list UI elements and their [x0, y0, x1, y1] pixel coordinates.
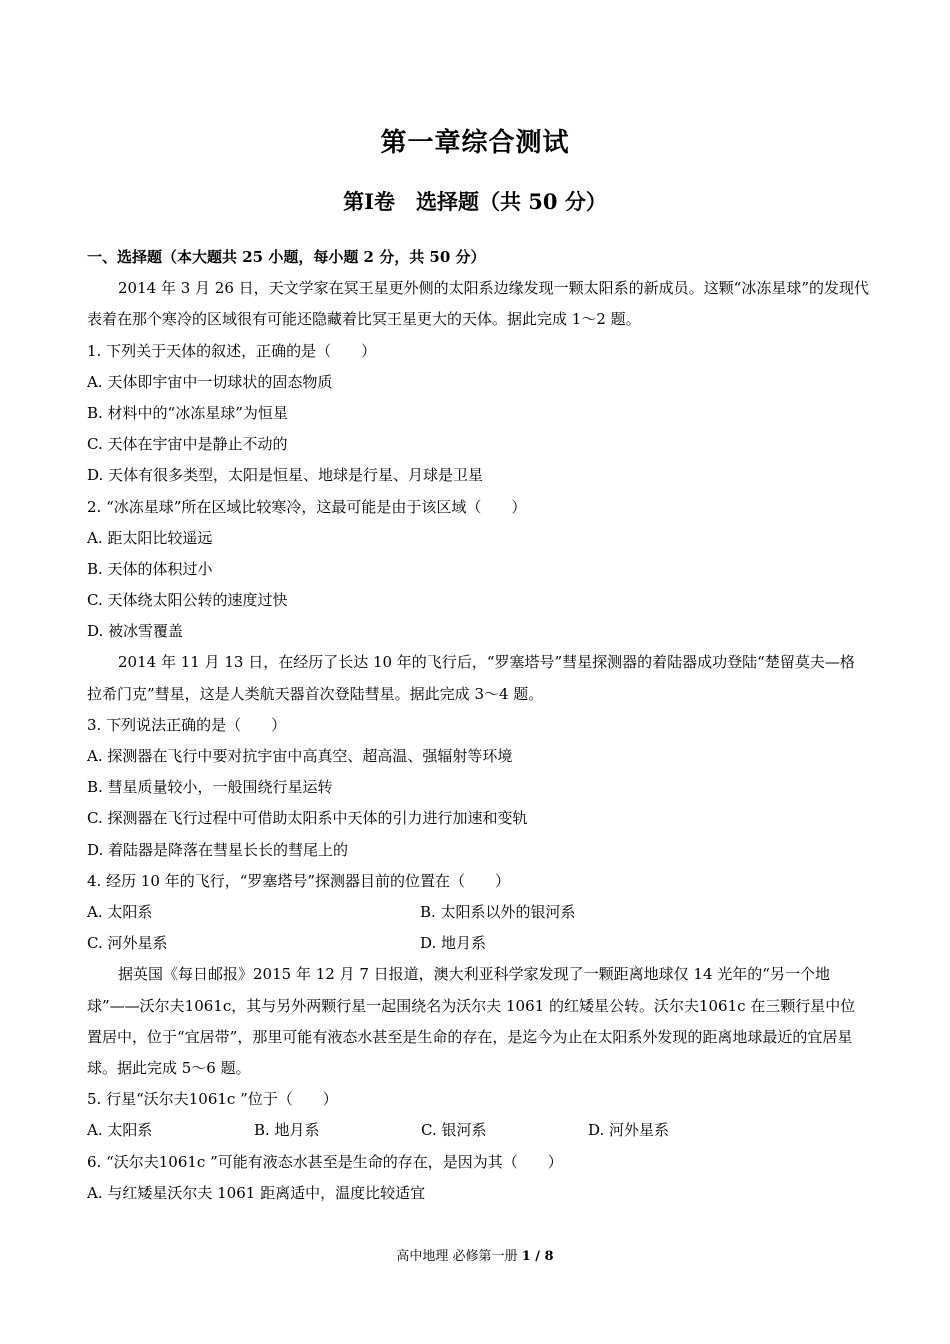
footer-text: 高中地理 必修第一册 — [396, 1249, 522, 1264]
question-5-options-row — [87, 1115, 869, 1146]
passage-2: 2014 年 11 月 13 日，在经历了长达 10 年的飞行后，“罗塞塔号”彗星探测器的着陆器成功登陆“楚留莫夫—格拉希门克”彗星，这是人类航天器首次登陆彗星。据此完成 3～4 题。 — [87, 653, 855, 703]
question-6-stem: 6. “沃尔夫1061c ”可能有液态水甚至是生命的存在，是因为其（ ） — [87, 1152, 563, 1171]
question-1-option-b: B. 材料中的“冰冻星球”为恒星 — [87, 403, 288, 422]
question-5-stem: 5. 行星“沃尔夫1061c ”位于（ ） — [87, 1090, 338, 1109]
question-3-option-d: D. 着陆器是降落在彗星长长的彗尾上的 — [87, 840, 349, 859]
question-1-option-a: A. 天体即宇宙中一切球状的固态物质 — [87, 372, 333, 391]
question-2-option-a: A. 距太阳比较遥远 — [87, 528, 213, 547]
question-1-option-c: C. 天体在宇宙中是静止不动的 — [87, 435, 288, 454]
question-4-option-a: A. 太阳系 — [87, 903, 153, 921]
passage-1: 2014 年 3 月 26 日，天文学家在冥王星更外侧的太阳系边缘发现一颗太阳系的新成员。这颗“冰冻星球”的发现代表着在那个寒冷的区域很有可能还隐藏着比冥王星更大的天体。据此完成 1～2 题。 — [87, 279, 869, 329]
page-title: 第一章综合测试 — [380, 128, 570, 158]
question-4-option-d: D. 地月系 — [420, 934, 487, 953]
question-5-option-d: D. 河外星系 — [588, 1121, 670, 1140]
question-2-option-b: B. 天体的体积过小 — [87, 559, 213, 578]
section-heading: 一、选择题（本大题共 25 小题，每小题 2 分，共 50 分） — [87, 248, 486, 266]
page-number: 1 / 8 — [521, 1249, 554, 1264]
question-2-option-d: D. 被冰雪覆盖 — [87, 622, 184, 641]
question-5-option-c: C. 银河系 — [421, 1121, 487, 1140]
question-content — [87, 242, 869, 1209]
question-5-option-a: A. 太阳系 — [87, 1121, 153, 1140]
passage-3: 据英国《每日邮报》2015 年 12 月 7 日报道，澳大利亚科学家发现了一颗距离地球仅 14 光年的“另一个地球”——沃尔夫1061c，其与另外两颗行星一起围绕名为沃尔夫 1061 的红矮星公转。沃尔夫1061c 在三颗行星中位置居中，位于“宜居带”，那里可能有液态水甚至是生命的存在，是迄今为止在太阳系外发现的距离地球最近的宜居星球。据此完成 5～6 题。 — [87, 965, 856, 1077]
question-3-stem: 3. 下列说法正确的是（ ） — [87, 715, 287, 734]
question-4-option-c: C. 河外星系 — [87, 934, 168, 953]
question-3-option-a: A. 探测器在飞行中要对抗宇宙中高真空、超高温、强辐射等环境 — [87, 747, 513, 766]
question-4-options-row-2 — [87, 928, 869, 959]
question-1-stem: 1. 下列关于天体的叙述，正确的是（ ） — [87, 341, 377, 360]
page-footer — [0, 1245, 950, 1264]
question-4-options-row-1 — [87, 897, 869, 928]
question-2-option-c: C. 天体绕太阳公转的速度过快 — [87, 591, 288, 610]
question-2-stem: 2. “冰冻星球”所在区域比较寒冷，这最可能是由于该区域（ ） — [87, 497, 527, 516]
question-4-option-b: B. 太阳系以外的银河系 — [420, 903, 576, 921]
part-title: 第Ⅰ卷 选择题（共 50 分） — [343, 189, 607, 214]
question-3-option-b: B. 彗星质量较小，一般围绕行星运转 — [87, 778, 333, 797]
question-4-stem: 4. 经历 10 年的飞行，“罗塞塔号”探测器目前的位置在（ ） — [87, 871, 511, 890]
question-6-option-a: A. 与红矮星沃尔夫 1061 距离适中，温度比较适宜 — [87, 1183, 426, 1202]
question-5-option-b: B. 地月系 — [254, 1121, 320, 1140]
question-1-option-d: D. 天体有很多类型，太阳是恒星、地球是行星、月球是卫星 — [87, 466, 484, 485]
question-3-option-c: C. 探测器在飞行过程中可借助太阳系中天体的引力进行加速和变轨 — [87, 809, 528, 828]
